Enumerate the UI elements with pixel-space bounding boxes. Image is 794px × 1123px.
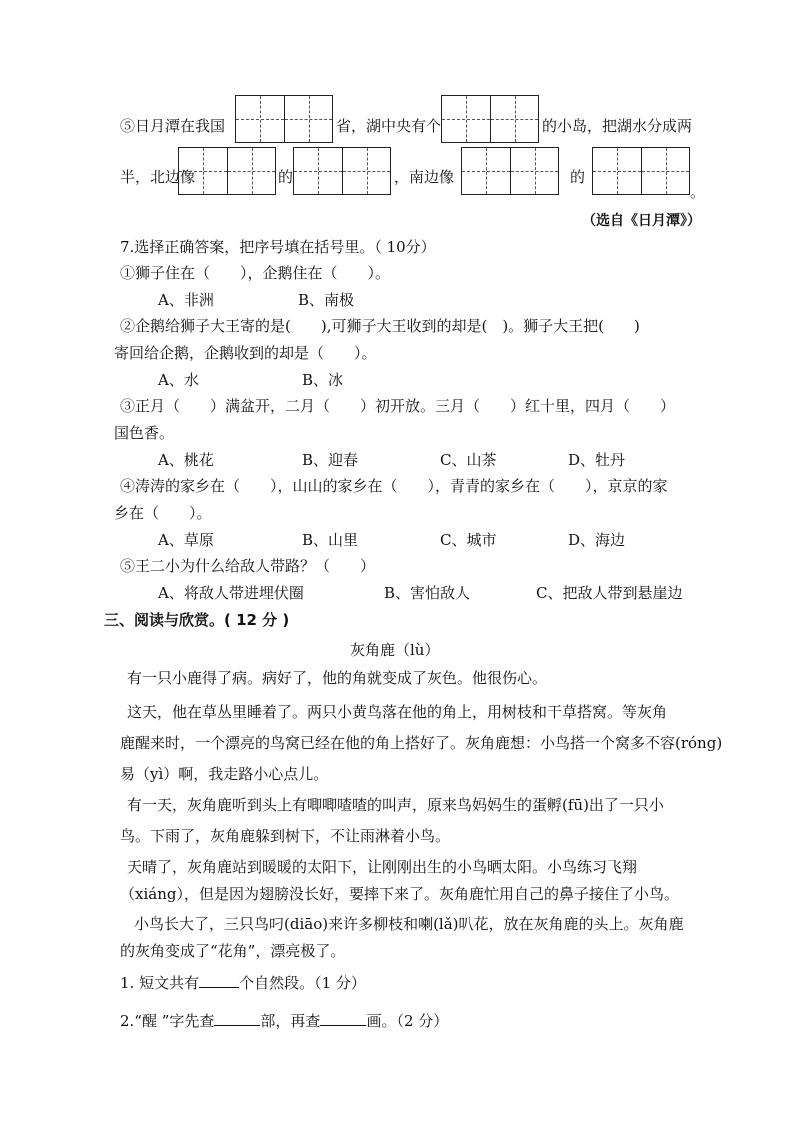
story-para-4-line1: 天晴了，灰角鹿站到暖暖的太阳下，让刚刚出生的小鸟晒太阳。小鸟练习飞翔 [127, 858, 638, 876]
story-para-2-line2: 鹿醒来时，一个漂亮的鸟窝已经在他的角上搭好了。灰角鹿想：小鸟搭一个窝多不容(róng) [120, 734, 723, 752]
reading-q1-suffix: 个自然段。（1 分） [239, 974, 366, 992]
reading-q2-suffix: 画。（2 分） [366, 1012, 449, 1030]
stroke-count-blank[interactable] [320, 1011, 366, 1026]
riyuetan-text-4: 半，北边像 [120, 168, 196, 186]
writing-grid-north-1[interactable] [178, 147, 276, 195]
q7-sub4-option-c: C、城市 [440, 531, 497, 549]
story-para-3-line1: 有一天，灰角鹿听到头上有唧唧喳喳的叫声，原来鸟妈妈生的蛋孵(fū)出了一只小 [127, 796, 664, 814]
q7-sub4-line2: 乡在（ ）。 [114, 504, 212, 522]
writing-grid-province[interactable] [235, 95, 333, 143]
q7-sub5: ⑤王二小为什么给敌人带路？（ ） [120, 557, 376, 575]
q7-sub1-option-b: B、南极 [298, 291, 355, 309]
q7-sub2-option-b: B、冰 [302, 371, 344, 389]
q7-sub3-option-b: B、迎春 [302, 451, 359, 469]
story-para-5-line1: 小鸟长大了，三只鸟叼(diāo)来许多柳枝和喇(lǎ)叭花，放在灰角鹿的头上。灰角鹿 [134, 915, 684, 933]
story-para-4-line2: （xiáng），但是因为翅膀没长好，要摔下来了。灰角鹿忙用自己的鼻子接住了小鸟。 [120, 885, 679, 903]
riyuetan-text-1: ⑤日月潭在我国 [120, 117, 226, 135]
riyuetan-text-5: 的 [278, 168, 294, 186]
source-note: （选自《日月潭》） [582, 213, 701, 229]
writing-grid-south-1[interactable] [461, 147, 559, 195]
riyuetan-text-3: 的小岛，把湖水分成两 [542, 117, 693, 135]
riyuetan-text-7: 的 [570, 168, 586, 186]
reading-question-1 [120, 973, 366, 993]
writing-grid-island[interactable] [441, 95, 539, 143]
story-para-3-line2: 鸟。下雨了，灰角鹿躲到树下，不让雨淋着小鸟。 [120, 827, 451, 845]
q7-sub5-option-a: A、将敌人带进埋伏圈 [158, 584, 304, 602]
q7-sub4-option-b: B、山里 [302, 531, 359, 549]
q7-sub4-option-a: A、草原 [158, 531, 214, 549]
story-title: 灰角鹿（lù） [350, 641, 440, 659]
reading-q1-prefix: 1. 短文共有 [120, 974, 200, 992]
q7-sub2-line1: ②企鹅给狮子大王寄的是( ),可狮子大王收到的却是( )。狮子大王把( ) [120, 317, 640, 335]
riyuetan-text-6: ，南边像 [394, 168, 455, 186]
riyuetan-text-8: 。 [690, 183, 706, 201]
q7-sub3-option-d: D、牡丹 [568, 451, 626, 469]
reading-question-2 [120, 1011, 448, 1031]
reading-q2-prefix: 2.“醒 ”字先查 [120, 1012, 215, 1030]
q7-sub2-line2: 寄回给企鹅，企鹅收到的却是（ ）。 [114, 344, 377, 362]
story-para-2-line1: 这天，他在草丛里睡着了。两只小黄鸟落在他的角上，用树枝和干草搭窝。等灰角 [127, 703, 668, 721]
writing-grid-south-2[interactable] [592, 147, 690, 195]
section3-heading: 三、阅读与欣赏。( 12 分 ) [104, 611, 290, 629]
q7-sub5-option-b: B、害怕敌人 [384, 584, 471, 602]
q7-sub1-option-a: A、非洲 [158, 291, 214, 309]
riyuetan-text-2: 省，湖中央有个 [336, 117, 442, 135]
q7-title: 7.选择正确答案，把序号填在括号里。（ 10分） [120, 238, 436, 256]
q7-sub3-line2: 国色香。 [114, 424, 175, 442]
q7-sub5-option-c: C、把敌人带到悬崖边 [536, 584, 683, 602]
q7-sub3-line1: ③正月（ ）满盆开，二月（ ）初开放。三月（ ）红十里，四月（ ） [120, 397, 676, 415]
reading-q2-middle: 部，再查 [260, 1012, 321, 1030]
q7-sub4-option-d: D、海边 [568, 531, 626, 549]
q7-sub1: ①狮子住在（ ），企鹅住在（ ）。 [120, 264, 391, 282]
writing-grid-north-2[interactable] [293, 147, 391, 195]
q7-sub2-option-a: A、水 [158, 371, 199, 389]
radical-blank[interactable] [214, 1011, 260, 1026]
story-para-1: 有一只小鹿得了病。病好了，他的角就变成了灰色。他很伤心。 [127, 669, 548, 687]
story-para-5-line2: 的灰角变成了“花角”，漂亮极了。 [120, 942, 346, 960]
paragraph-count-blank[interactable] [199, 973, 239, 988]
story-para-2-line3: 易（yì）啊，我走路小心点儿。 [120, 765, 329, 783]
q7-sub4-line1: ④涛涛的家乡在（ ），山山的家乡在（ ），青青的家乡在（ ），京京的家 [120, 477, 668, 495]
q7-sub3-option-c: C、山茶 [440, 451, 497, 469]
q7-sub3-option-a: A、桃花 [158, 451, 214, 469]
